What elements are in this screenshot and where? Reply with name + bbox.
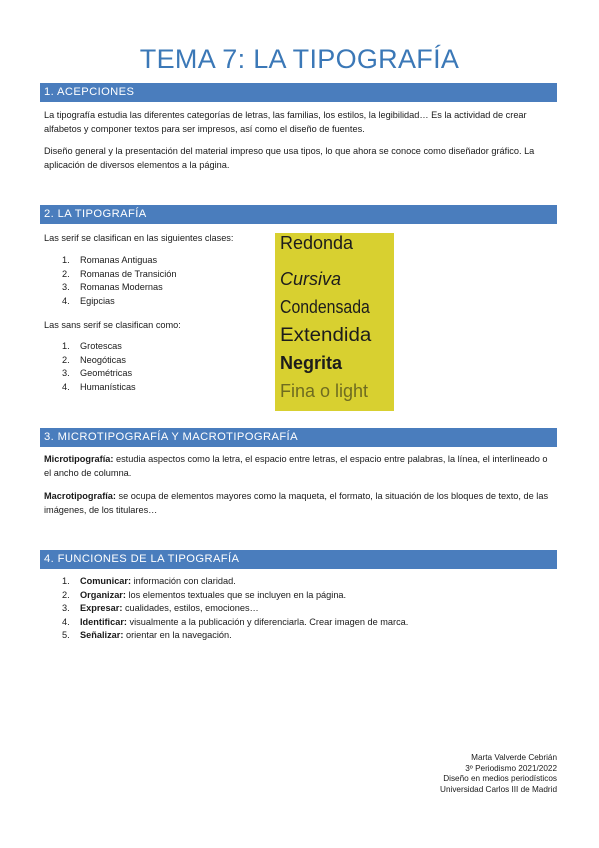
footer-author: Marta Valverde Cebrián	[471, 753, 557, 762]
type-sample-condensada: Condensada	[280, 297, 370, 317]
list-item: 2. Romanas de Transición	[62, 268, 177, 279]
type-sample-extendida: Extendida	[280, 325, 372, 346]
footer-course: 3º Periodismo 2021/2022	[465, 763, 557, 773]
paragraph-macrotipografia: Macrotipografía: se ocupa de elementos mayores como la maqueta, el formato, la situación de los bloques de texto, de las imágenes, de los titulares…	[44, 491, 549, 515]
footer-university: Universidad Carlos III de Madrid	[440, 784, 557, 794]
sans-list	[62, 340, 136, 394]
page-title: TEMA 7: LA TIPOGRAFÍA	[139, 44, 460, 74]
section-header-acepciones: 1. ACEPCIONES	[40, 83, 557, 102]
type-sample-fina: Fina o light	[280, 381, 369, 401]
section-header-tipografia: 2. LA TIPOGRAFÍA	[40, 205, 557, 224]
list-item: 1. Grotescas	[62, 341, 122, 351]
serif-intro: Las serif se clasifican en las siguientes clases:	[44, 233, 234, 243]
list-item: 2. Neogóticas	[62, 354, 126, 365]
list-item: 3. Geométricas	[62, 368, 133, 378]
list-item: 2. Organizar: los elementos textuales que se incluyen en la página.	[62, 589, 347, 600]
list-item: 4. Humanísticas	[62, 381, 136, 392]
paragraph-acepciones-2: Diseño general y la presentación del material impreso que usa tipos, lo que ahora se conoce como diseñador gráfico. La aplicación de diversos elementos a la página.	[44, 146, 535, 170]
paragraph-acepciones-1: La tipografía estudia las diferentes categorías de letras, las familias, los estilos, la legibilidad… Es la actividad de crear alfabetos y componer textos para ser impresos, así como el diseño de fuentes.	[44, 110, 527, 134]
footer-subject: Diseño en medios periodísticos	[443, 774, 557, 783]
sans-intro: Las sans serif se clasifican como:	[44, 320, 181, 330]
footer	[440, 753, 557, 795]
type-sample-negrita: Negrita	[280, 353, 343, 373]
list-item: 1. Romanas Antiguas	[62, 255, 158, 265]
section-header-micro-macro: 3. MICROTIPOGRAFÍA Y MACROTIPOGRAFÍA	[40, 428, 557, 447]
serif-list	[62, 254, 177, 308]
list-item: 1. Comunicar: información con claridad.	[62, 576, 236, 586]
typography-styles-image	[275, 233, 394, 411]
funciones-list	[62, 575, 408, 643]
type-sample-cursiva: Cursiva	[280, 269, 342, 289]
section-header-funciones: 4. FUNCIONES DE LA TIPOGRAFÍA	[40, 550, 557, 569]
type-sample-redonda: Redonda	[280, 233, 354, 253]
list-item: 5. Señalizar: orientar en la navegación.	[62, 630, 232, 640]
list-item: 4. Identificar: visualmente a la publicación y diferenciarla. Crear imagen de marca.	[62, 616, 409, 627]
list-item: 4. Egipcias	[62, 295, 115, 306]
list-item: 3. Expresar: cualidades, estilos, emociones…	[62, 603, 259, 613]
paragraph-microtipografia: Microtipografía: estudia aspectos como la letra, el espacio entre letras, el espacio entre palabras, la línea, el interlineado o el ancho de columna.	[44, 454, 548, 478]
list-item: 3. Romanas Modernas	[62, 282, 163, 292]
